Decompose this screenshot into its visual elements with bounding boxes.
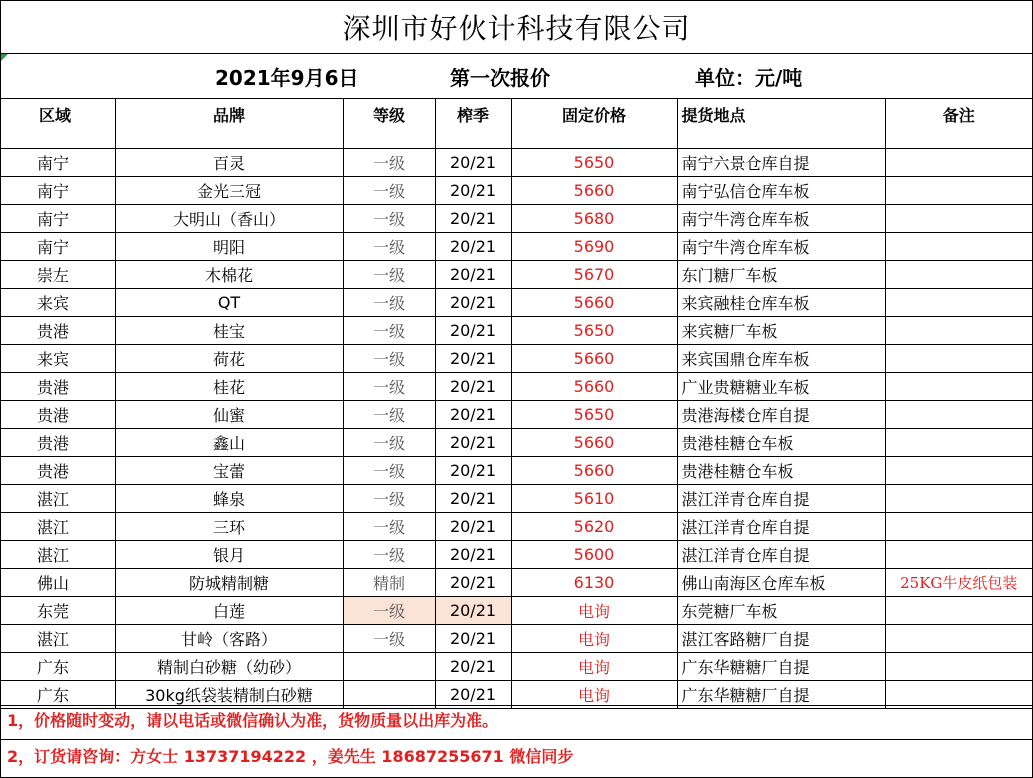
cell-price[interactable]: 5650 xyxy=(511,401,677,429)
cell-note[interactable] xyxy=(885,457,1032,485)
cell-season[interactable]: 20/21 xyxy=(435,401,511,429)
cell-price[interactable]: 5660 xyxy=(511,373,677,401)
table-row xyxy=(1,289,1032,317)
cell-grade[interactable]: 一级 xyxy=(343,625,435,653)
header-location[interactable]: 提货地点 xyxy=(677,99,885,149)
cell-location[interactable]: 湛江客路糖厂自提 xyxy=(677,625,885,653)
cell-brand[interactable]: 金光三冠 xyxy=(115,177,343,205)
cell-brand[interactable]: 白莲 xyxy=(115,597,343,625)
table-row xyxy=(1,149,1032,177)
cell-region[interactable]: 湛江 xyxy=(1,541,115,569)
cell-brand[interactable]: 宝蕾 xyxy=(115,457,343,485)
cell-brand[interactable]: 仙蜜 xyxy=(115,401,343,429)
cell-grade[interactable]: 一级 xyxy=(343,513,435,541)
cell-region[interactable]: 南宁 xyxy=(1,149,115,177)
price-unit: 单位：元/吨 xyxy=(695,66,803,90)
cell-note[interactable] xyxy=(885,401,1032,429)
cell-location[interactable]: 广东华糖糖厂自提 xyxy=(677,681,885,709)
cell-price[interactable]: 5660 xyxy=(511,289,677,317)
table-header-row xyxy=(1,99,1032,149)
cell-price[interactable]: 5690 xyxy=(511,233,677,261)
cell-region[interactable]: 贵港 xyxy=(1,457,115,485)
cell-grade[interactable]: 一级 xyxy=(343,345,435,373)
footer-note-price: 1，价格随时变动，请以电话或微信确认为准，货物质量以出库为准。 xyxy=(1,705,1032,739)
cell-location[interactable]: 佛山南海区仓库车板 xyxy=(677,569,885,597)
cell-price[interactable]: 5650 xyxy=(511,317,677,345)
cell-note[interactable] xyxy=(885,345,1032,373)
cell-region[interactable]: 贵港 xyxy=(1,317,115,345)
cell-brand[interactable]: 三环 xyxy=(115,513,343,541)
cell-region[interactable]: 贵港 xyxy=(1,429,115,457)
cell-note[interactable] xyxy=(885,233,1032,261)
cell-price[interactable]: 电询 xyxy=(511,653,677,681)
cell-location[interactable]: 来宾国鼎仓库车板 xyxy=(677,345,885,373)
cell-grade[interactable]: 一级 xyxy=(343,541,435,569)
cell-season[interactable]: 20/21 xyxy=(435,513,511,541)
quote-subheader xyxy=(1,54,1032,99)
footer-note-contact: 2，订货请咨询：方女士 13737194222 ，姜先生 18687255671 微信同步 xyxy=(1,739,1032,777)
cell-grade[interactable]: 一级 xyxy=(343,177,435,205)
cell-grade[interactable]: 一级 xyxy=(343,233,435,261)
cell-season[interactable]: 20/21 xyxy=(435,177,511,205)
cell-brand[interactable]: 桂花 xyxy=(115,373,343,401)
cell-location[interactable]: 贵港桂糖仓车板 xyxy=(677,457,885,485)
cell-price[interactable]: 5680 xyxy=(511,205,677,233)
cell-grade[interactable]: 精制 xyxy=(343,569,435,597)
cell-location[interactable]: 南宁弘信仓库车板 xyxy=(677,177,885,205)
cell-grade[interactable]: 一级 xyxy=(343,289,435,317)
cell-season[interactable]: 20/21 xyxy=(435,317,511,345)
cell-price[interactable]: 电询 xyxy=(511,625,677,653)
cell-location[interactable]: 湛江洋青仓库自提 xyxy=(677,541,885,569)
cell-brand[interactable]: 荷花 xyxy=(115,345,343,373)
cell-season[interactable]: 20/21 xyxy=(435,457,511,485)
cell-grade[interactable]: 一级 xyxy=(343,149,435,177)
cell-region[interactable]: 贵港 xyxy=(1,373,115,401)
cell-note[interactable] xyxy=(885,261,1032,289)
cell-season[interactable]: 20/21 xyxy=(435,597,511,625)
cell-location[interactable]: 南宁牛湾仓库车板 xyxy=(677,205,885,233)
header-brand[interactable]: 品牌 xyxy=(115,99,343,149)
cell-location[interactable]: 广东华糖糖厂自提 xyxy=(677,653,885,681)
cell-grade[interactable]: 一级 xyxy=(343,317,435,345)
cell-brand[interactable]: QT xyxy=(115,289,343,317)
cell-note[interactable] xyxy=(885,317,1032,345)
header-season[interactable]: 榨季 xyxy=(435,99,511,149)
cell-note[interactable] xyxy=(885,485,1032,513)
cell-brand[interactable]: 大明山（香山） xyxy=(115,205,343,233)
table-row xyxy=(1,373,1032,401)
table-row xyxy=(1,541,1032,569)
cell-brand[interactable]: 木棉花 xyxy=(115,261,343,289)
cell-brand[interactable]: 百灵 xyxy=(115,149,343,177)
cell-brand[interactable]: 30kg纸袋装精制白砂糖 xyxy=(115,681,343,709)
cell-price[interactable]: 5610 xyxy=(511,485,677,513)
cell-note[interactable]: 25KG牛皮纸包装 xyxy=(885,569,1032,597)
cell-brand[interactable]: 防城精制糖 xyxy=(115,569,343,597)
cell-season[interactable]: 20/21 xyxy=(435,233,511,261)
cell-region[interactable]: 贵港 xyxy=(1,401,115,429)
cell-location[interactable]: 广业贵糖糖业车板 xyxy=(677,373,885,401)
cell-region[interactable]: 湛江 xyxy=(1,513,115,541)
quote-date: 2021年9月6日 xyxy=(215,66,359,90)
cell-region[interactable]: 广东 xyxy=(1,653,115,681)
cell-season[interactable]: 20/21 xyxy=(435,373,511,401)
cell-note[interactable] xyxy=(885,177,1032,205)
cell-location[interactable]: 南宁六景仓库自提 xyxy=(677,149,885,177)
table-body xyxy=(1,149,1032,709)
cell-brand[interactable]: 银月 xyxy=(115,541,343,569)
cell-location[interactable]: 贵港海楼仓库自提 xyxy=(677,401,885,429)
cell-season[interactable]: 20/21 xyxy=(435,541,511,569)
cell-price[interactable]: 电询 xyxy=(511,597,677,625)
cell-note[interactable] xyxy=(885,149,1032,177)
cell-region[interactable]: 南宁 xyxy=(1,177,115,205)
cell-region[interactable]: 广东 xyxy=(1,681,115,709)
price-table xyxy=(1,99,1032,709)
cell-brand[interactable]: 甘岭（客路） xyxy=(115,625,343,653)
header-grade[interactable]: 等级 xyxy=(343,99,435,149)
quote-round: 第一次报价 xyxy=(450,66,550,90)
cell-grade[interactable]: 一级 xyxy=(343,401,435,429)
cell-region[interactable]: 佛山 xyxy=(1,569,115,597)
cell-location[interactable]: 湛江洋青仓库自提 xyxy=(677,485,885,513)
cell-note[interactable] xyxy=(885,597,1032,625)
cell-location[interactable]: 南宁牛湾仓库车板 xyxy=(677,233,885,261)
cell-season[interactable]: 20/21 xyxy=(435,485,511,513)
cell-grade[interactable]: 一级 xyxy=(343,597,435,625)
cell-note[interactable] xyxy=(885,289,1032,317)
cell-region[interactable]: 东莞 xyxy=(1,597,115,625)
company-title: 深圳市好伙计科技有限公司 xyxy=(1,1,1032,54)
cell-price[interactable]: 5600 xyxy=(511,541,677,569)
cell-grade[interactable]: 一级 xyxy=(343,373,435,401)
cell-price[interactable]: 5660 xyxy=(511,177,677,205)
cell-season[interactable]: 20/21 xyxy=(435,625,511,653)
cell-brand[interactable]: 鑫山 xyxy=(115,429,343,457)
cell-note[interactable] xyxy=(885,625,1032,653)
cell-season[interactable]: 20/21 xyxy=(435,345,511,373)
cell-price[interactable]: 5660 xyxy=(511,429,677,457)
cell-note[interactable] xyxy=(885,205,1032,233)
cell-region[interactable]: 南宁 xyxy=(1,205,115,233)
cell-note[interactable] xyxy=(885,653,1032,681)
table-row xyxy=(1,597,1032,625)
table-row xyxy=(1,205,1032,233)
cell-brand[interactable]: 精制白砂糖（幼砂） xyxy=(115,653,343,681)
cell-price[interactable]: 5670 xyxy=(511,261,677,289)
table-row xyxy=(1,317,1032,345)
table-row xyxy=(1,569,1032,597)
cell-region[interactable]: 崇左 xyxy=(1,261,115,289)
cell-grade[interactable]: 一级 xyxy=(343,457,435,485)
cell-price[interactable]: 电询 xyxy=(511,681,677,709)
table-row xyxy=(1,345,1032,373)
cell-season[interactable]: 20/21 xyxy=(435,653,511,681)
header-price[interactable]: 固定价格 xyxy=(511,99,677,149)
table-row xyxy=(1,485,1032,513)
table-row xyxy=(1,653,1032,681)
cell-region[interactable]: 湛江 xyxy=(1,485,115,513)
table-row xyxy=(1,233,1032,261)
cell-location[interactable]: 东门糖厂车板 xyxy=(677,261,885,289)
cell-location[interactable]: 贵港桂糖仓车板 xyxy=(677,429,885,457)
header-region[interactable]: 区域 xyxy=(1,99,115,149)
cell-note[interactable] xyxy=(885,541,1032,569)
cell-brand[interactable]: 明阳 xyxy=(115,233,343,261)
cell-grade[interactable]: 一级 xyxy=(343,261,435,289)
cell-price[interactable]: 5660 xyxy=(511,345,677,373)
table-row xyxy=(1,457,1032,485)
table-row xyxy=(1,177,1032,205)
cell-region[interactable]: 来宾 xyxy=(1,289,115,317)
cell-price[interactable]: 5620 xyxy=(511,513,677,541)
cell-grade[interactable]: 一级 xyxy=(343,485,435,513)
cell-location[interactable]: 东莞糖厂车板 xyxy=(677,597,885,625)
table-row xyxy=(1,261,1032,289)
cell-season[interactable]: 20/21 xyxy=(435,205,511,233)
header-note[interactable]: 备注 xyxy=(885,99,1032,149)
cell-price[interactable]: 5660 xyxy=(511,457,677,485)
cell-season[interactable]: 20/21 xyxy=(435,429,511,457)
cell-brand[interactable]: 蜂泉 xyxy=(115,485,343,513)
cell-grade[interactable]: 一级 xyxy=(343,205,435,233)
cell-region[interactable]: 南宁 xyxy=(1,233,115,261)
table-row xyxy=(1,429,1032,457)
cell-note[interactable] xyxy=(885,373,1032,401)
cell-season[interactable]: 20/21 xyxy=(435,149,511,177)
cell-season[interactable]: 20/21 xyxy=(435,569,511,597)
cell-season[interactable]: 20/21 xyxy=(435,289,511,317)
cell-season[interactable]: 20/21 xyxy=(435,681,511,709)
cell-location[interactable]: 来宾融桂仓库车板 xyxy=(677,289,885,317)
cell-price[interactable]: 6130 xyxy=(511,569,677,597)
table-row xyxy=(1,513,1032,541)
table-row xyxy=(1,625,1032,653)
cell-brand[interactable]: 桂宝 xyxy=(115,317,343,345)
cell-season[interactable]: 20/21 xyxy=(435,261,511,289)
cell-note[interactable] xyxy=(885,429,1032,457)
cell-location[interactable]: 来宾糖厂车板 xyxy=(677,317,885,345)
cell-location[interactable]: 湛江洋青仓库自提 xyxy=(677,513,885,541)
table-row xyxy=(1,401,1032,429)
cell-region[interactable]: 来宾 xyxy=(1,345,115,373)
cell-grade[interactable]: 一级 xyxy=(343,429,435,457)
cell-price[interactable]: 5650 xyxy=(511,149,677,177)
cell-note[interactable] xyxy=(885,513,1032,541)
cell-grade[interactable] xyxy=(343,653,435,681)
cell-region[interactable]: 湛江 xyxy=(1,625,115,653)
